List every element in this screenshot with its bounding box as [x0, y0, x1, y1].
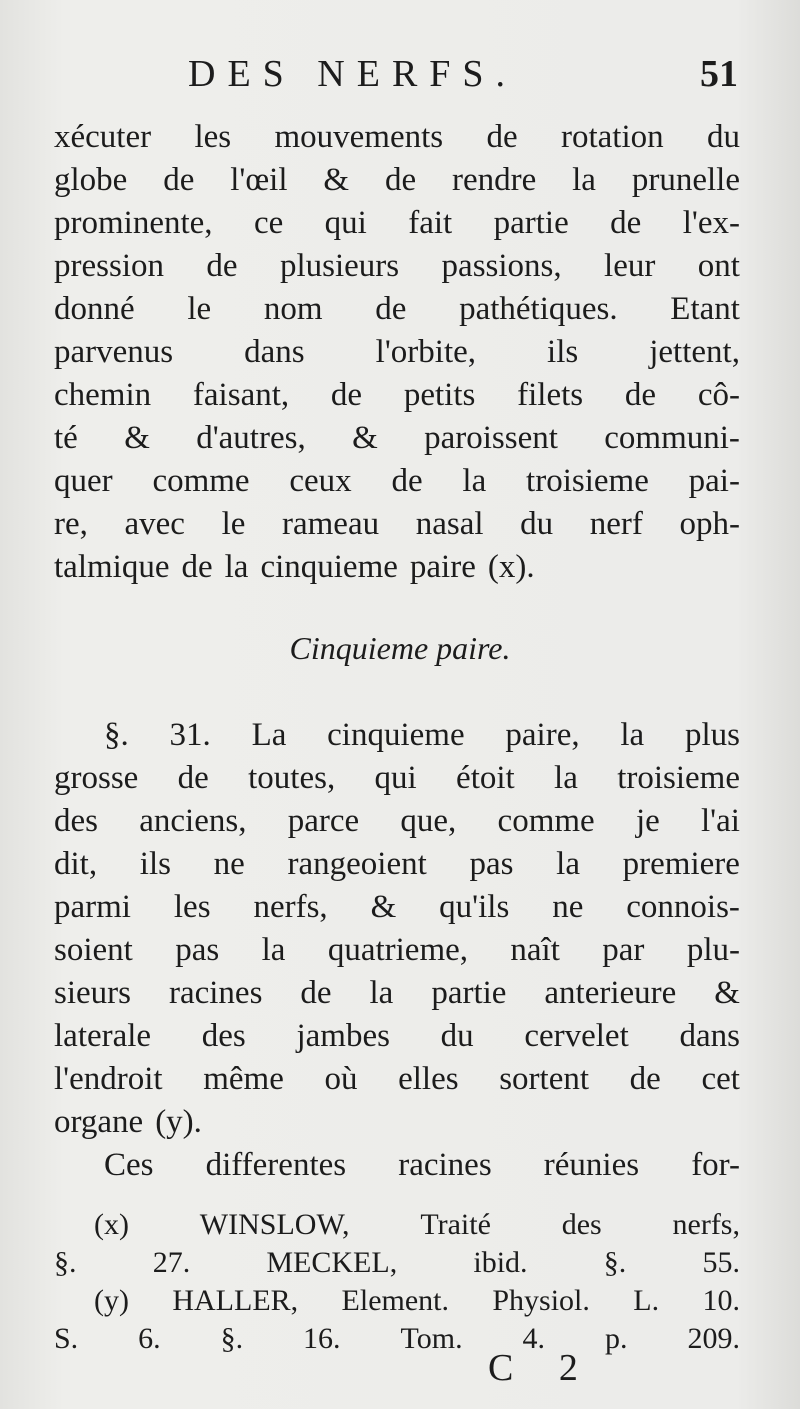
text-line: donné le nom de pathétiques. Etant [54, 291, 740, 327]
page-header [0, 52, 800, 102]
text-line: pression de plusieurs passions, leur ont [54, 248, 740, 284]
text-line: talmique de la cinquieme paire (x). [54, 549, 535, 585]
text-line: (x) WINSLOW, Traité des nerfs, [94, 1208, 740, 1241]
text-line: globe de l'œil & de rendre la prunelle [54, 162, 740, 198]
text-line: re, avec le rameau nasal du nerf oph- [54, 506, 740, 542]
text-line: l'endroit même où elles sortent de cet [54, 1061, 740, 1097]
text-line: prominente, ce qui fait partie de l'ex- [54, 205, 740, 241]
text-line: des anciens, parce que, comme je l'ai [54, 803, 740, 839]
page-number: 51 [700, 53, 738, 95]
running-head: DES NERFS. [188, 53, 518, 95]
text-line: dit, ils ne rangeoient pas la premiere [54, 846, 740, 882]
text-line: S. 6. §. 16. Tom. 4. p. 209. [54, 1322, 740, 1355]
paragraph-2 [54, 714, 740, 1187]
text-line: parmi les nerfs, & qu'ils ne connois- [54, 889, 740, 925]
text-line: organe (y). [54, 1104, 202, 1140]
footnotes [54, 1206, 740, 1358]
text-line: sieurs racines de la partie anterieure & [54, 975, 740, 1011]
text-line: xécuter les mouvements de rotation du [54, 119, 740, 155]
text-line: parvenus dans l'orbite, ils jettent, [54, 334, 740, 370]
signature-mark: C 2 [488, 1347, 596, 1389]
text-line: §. 27. MECKEL, ibid. §. 55. [54, 1246, 740, 1279]
text-line: té & d'autres, & paroissent communi- [54, 420, 740, 456]
text-line: soient pas la quatrieme, naît par plu- [54, 932, 740, 968]
text-line: (y) HALLER, Element. Physiol. L. 10. [94, 1284, 740, 1317]
section-heading: Cinquieme paire. [289, 630, 511, 666]
text-line: quer comme ceux de la troisieme pai- [54, 463, 740, 499]
text-line: Ces differentes racines réunies for- [104, 1147, 740, 1183]
text-line: grosse de toutes, qui étoit la troisieme [54, 760, 740, 796]
paragraph-1 [54, 116, 740, 589]
text-line: §. 31. La cinquieme paire, la plus [104, 717, 740, 753]
text-line: laterale des jambes du cervelet dans [54, 1018, 740, 1054]
text-line: chemin faisant, de petits filets de cô- [54, 377, 740, 413]
